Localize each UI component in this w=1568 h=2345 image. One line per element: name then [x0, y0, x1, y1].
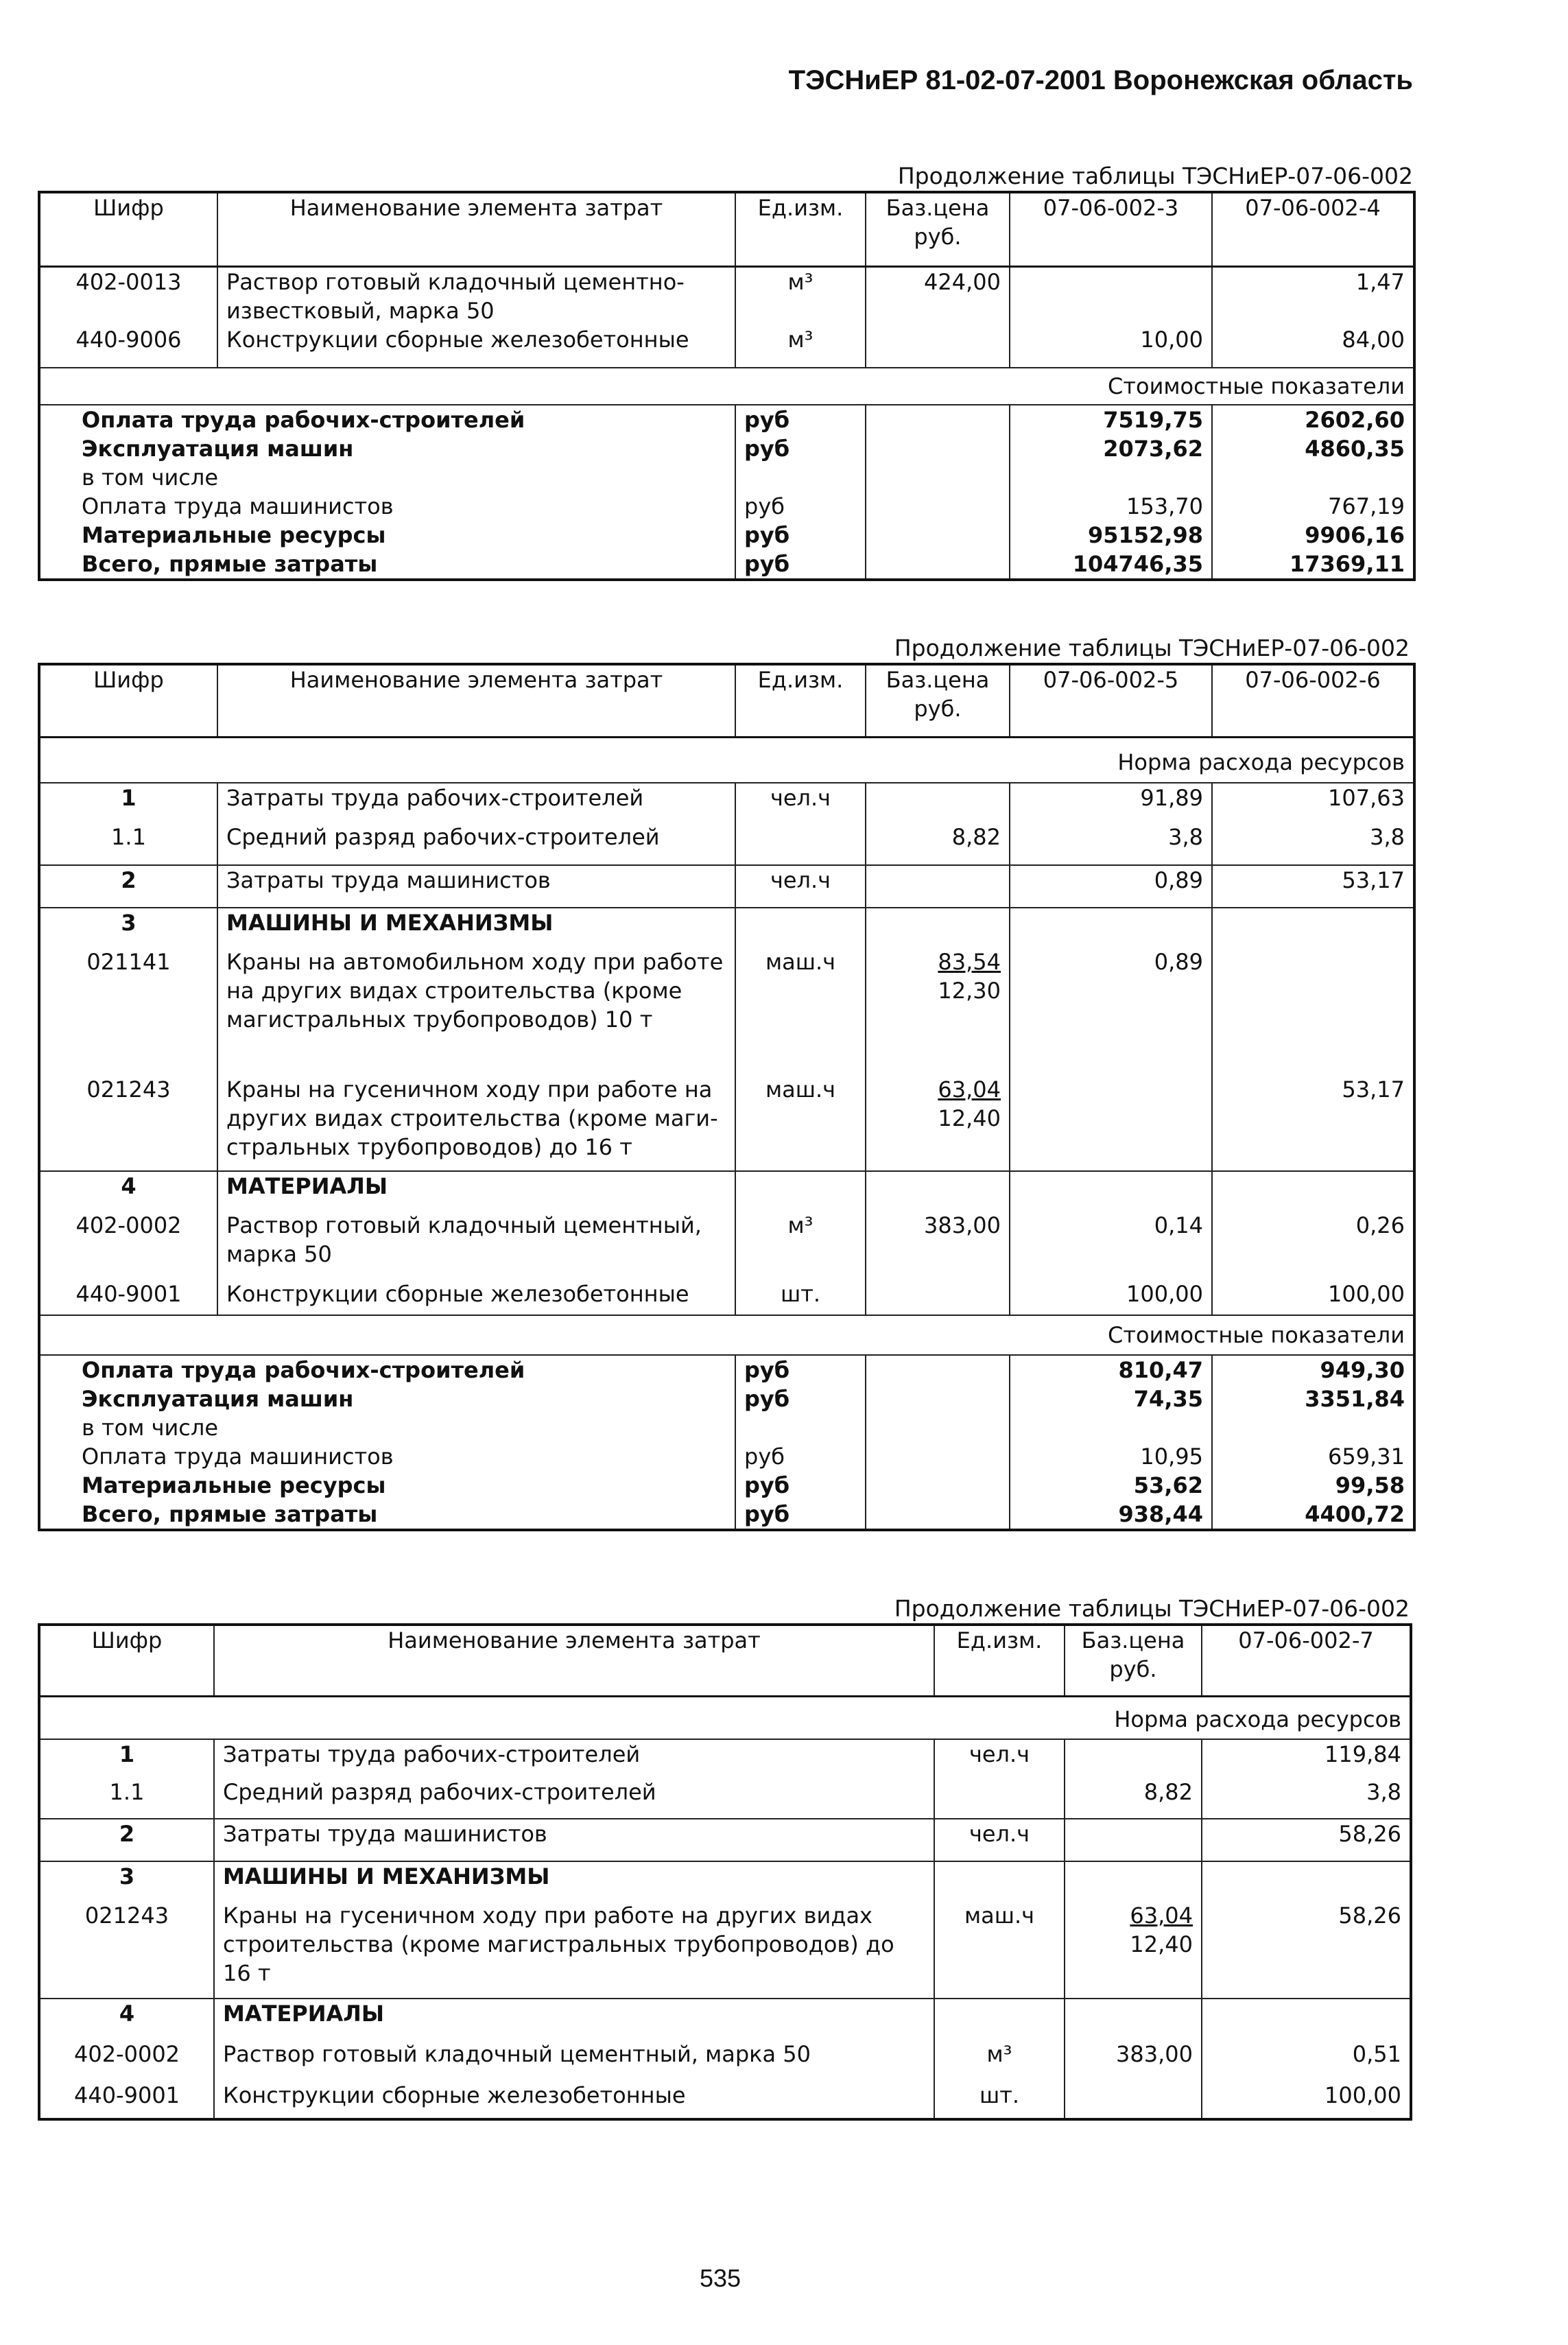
cost-unit: руб	[735, 434, 866, 463]
cost-name: Эксплуатация машин	[82, 1385, 354, 1412]
row-value-b	[1212, 947, 1414, 1075]
cost-unit: руб	[735, 1442, 866, 1471]
section-row	[39, 1171, 1414, 1211]
row-price	[866, 865, 1010, 908]
col-unit: Ед.изм.	[735, 664, 866, 737]
row-value-a: 58,26	[1202, 1901, 1411, 1999]
row-unit: м³	[735, 325, 866, 368]
cost-name: Оплата труда рабочих-строителей	[82, 1356, 525, 1383]
row-price: 383,00	[1065, 2040, 1202, 2081]
row-value-a: 119,84	[1202, 1739, 1411, 1778]
row-unit: чел.ч	[934, 1739, 1065, 1778]
table-row	[39, 947, 1414, 1075]
cost-row	[39, 1413, 1414, 1442]
cost-name: Всего, прямые затраты	[82, 550, 378, 577]
row-value-b: 100,00	[1212, 1280, 1414, 1315]
cost-unit: руб	[735, 1355, 866, 1384]
cost-value-b: 99,58	[1212, 1471, 1414, 1500]
row-code: 440-9006	[75, 326, 182, 353]
row-code: 1.1	[111, 823, 146, 850]
row-value-a: 58,26	[1202, 1819, 1411, 1861]
row-name: Средний разряд рабочих-строителей	[214, 1778, 934, 1819]
cost-row	[39, 492, 1414, 521]
row-unit: шт.	[735, 1280, 866, 1315]
section-name: МАШИНЫ И МЕХАНИЗМЫ	[214, 1861, 934, 1901]
row-value-a: 0,14	[1010, 1211, 1212, 1280]
row-code: 4	[39, 1999, 214, 2040]
cost-value-b: 17369,11	[1212, 550, 1414, 580]
col-norm-b: 07-06-002-4	[1212, 192, 1414, 266]
page-number: 535	[699, 2264, 741, 2292]
cost-value-a: 7519,75	[1010, 405, 1212, 434]
row-name: Раствор готовый кладочный цементный, марка 50	[217, 1211, 735, 1280]
cost-value-a: 153,70	[1010, 492, 1212, 521]
cost-value-b: 4860,35	[1212, 434, 1414, 463]
row-value-a: 0,89	[1010, 865, 1212, 908]
section-title-row	[39, 368, 1414, 405]
cost-value-b: 767,19	[1212, 492, 1414, 521]
cost-unit: руб	[735, 550, 866, 580]
row-name: Конструкции сборные железобетонные	[214, 2081, 934, 2119]
price-main: 83,54	[938, 948, 1001, 975]
cost-row	[39, 521, 1414, 550]
cost-row	[39, 1500, 1414, 1530]
cost-value-a: 95152,98	[1010, 521, 1212, 550]
estimate-table-3	[38, 1623, 1412, 2121]
row-code: 2	[39, 865, 217, 908]
cost-value-a: 104746,35	[1010, 550, 1212, 580]
col-name: Наименование элемента затрат	[214, 1625, 934, 1696]
col-price: Баз.цена руб.	[866, 664, 1010, 737]
price-wage: 12,40	[938, 1105, 1001, 1131]
document-header: ТЭСНиЕР 81-02-07-2001 Воронежская область	[788, 65, 1413, 95]
cost-row	[39, 1355, 1414, 1384]
row-code: 440-9001	[73, 2082, 180, 2108]
table-row	[39, 783, 1414, 823]
table-row	[39, 1901, 1411, 1999]
cost-unit: руб	[735, 1500, 866, 1530]
row-value-a: 0,89	[1010, 947, 1212, 1075]
row-code: 402-0002	[75, 1212, 182, 1238]
row-code: 440-9001	[75, 1280, 182, 1307]
row-value-b: 1,47	[1212, 266, 1414, 325]
table-row	[39, 865, 1414, 908]
cost-name: Эксплуатация машин	[82, 435, 354, 462]
cost-value-a: 53,62	[1010, 1471, 1212, 1500]
section-title-row	[39, 1315, 1414, 1355]
row-unit: чел.ч	[735, 783, 866, 823]
row-code: 021141	[86, 948, 171, 975]
row-price: 8,82	[866, 823, 1010, 865]
row-unit: м³	[934, 2040, 1065, 2081]
row-price	[866, 1075, 1010, 1171]
table-caption: Продолжение таблицы ТЭСНиЕР-07-06-002	[897, 163, 1413, 189]
row-value-a: 100,00	[1202, 2081, 1411, 2119]
price-wage: 12,40	[1130, 1931, 1193, 1957]
row-price	[866, 947, 1010, 1075]
row-code: 402-0013	[75, 268, 182, 295]
row-value-a: 3,8	[1010, 823, 1212, 865]
table-row	[39, 1280, 1414, 1315]
price-wage: 12,30	[938, 977, 1001, 1004]
cost-row	[39, 550, 1414, 580]
row-value-b: 53,17	[1212, 1075, 1414, 1171]
row-unit	[735, 823, 866, 865]
cost-row	[39, 1442, 1414, 1471]
cost-unit: руб	[735, 405, 866, 434]
row-code: 1.1	[109, 1778, 145, 1805]
section-row	[39, 1999, 1411, 2040]
cost-name: Материальные ресурсы	[82, 521, 386, 548]
cost-name: Всего, прямые затраты	[82, 1500, 378, 1527]
table-row	[39, 823, 1414, 865]
row-value-a: 10,00	[1010, 325, 1212, 368]
row-code: 1	[121, 784, 136, 811]
cost-value-b: 659,31	[1212, 1442, 1414, 1471]
row-code: 021243	[84, 1902, 169, 1929]
cost-unit: руб	[735, 492, 866, 521]
row-name: Средний разряд рабочих-строителей	[217, 823, 735, 865]
row-name: Затраты труда машинистов	[217, 865, 735, 908]
price-main: 63,04	[1130, 1902, 1193, 1929]
norm-title: Норма расхода ресурсов	[39, 1696, 1411, 1739]
row-price	[866, 1280, 1010, 1315]
row-code: 2	[39, 1819, 214, 1861]
row-price: 424,00	[866, 266, 1010, 325]
cost-value-a: 10,95	[1010, 1442, 1212, 1471]
cost-row	[39, 434, 1414, 463]
row-name: Раствор готовый кладочный цементно-известковый, марка 50	[217, 266, 735, 325]
cost-name: Оплата труда рабочих-строителей	[82, 406, 525, 433]
cost-unit: руб	[735, 521, 866, 550]
col-norm-a: 07-06-002-5	[1010, 664, 1212, 737]
row-name: Затраты труда рабочих-строителей	[214, 1739, 934, 1778]
cost-title: Стоимостные показатели	[39, 1315, 1414, 1355]
col-unit: Ед.изм.	[735, 192, 866, 266]
row-price: 383,00	[866, 1211, 1010, 1280]
estimate-table-1	[38, 191, 1416, 581]
cost-row	[39, 1471, 1414, 1500]
table-caption: Продолжение таблицы ТЭСНиЕР-07-06-002	[894, 1595, 1410, 1622]
row-value-a: 3,8	[1202, 1778, 1411, 1819]
table-caption: Продолжение таблицы ТЭСНиЕР-07-06-002	[894, 635, 1410, 661]
table-row	[39, 2040, 1411, 2081]
cost-value-a: 2073,62	[1010, 434, 1212, 463]
row-name: Затраты труда рабочих-строителей	[217, 783, 735, 823]
row-price	[866, 783, 1010, 823]
row-unit: чел.ч	[735, 865, 866, 908]
col-norm-a: 07-06-002-3	[1010, 192, 1212, 266]
cost-row	[39, 1384, 1414, 1413]
row-value-b: 84,00	[1212, 325, 1414, 368]
section-title-row	[39, 737, 1414, 783]
col-code: Шифр	[39, 664, 217, 737]
cost-name: в том числе	[82, 1414, 218, 1441]
row-price	[1065, 1901, 1202, 1999]
row-value-a	[1010, 266, 1212, 325]
cost-value-a: 810,47	[1010, 1355, 1212, 1384]
section-name: МАТЕРИАЛЫ	[217, 1171, 735, 1211]
col-norm-b: 07-06-002-6	[1212, 664, 1414, 737]
cost-row	[39, 463, 1414, 492]
row-unit: маш.ч	[735, 1075, 866, 1171]
row-unit: маш.ч	[934, 1901, 1065, 1999]
row-value-a: 0,51	[1202, 2040, 1411, 2081]
row-name: Конструкции сборные железобетонные	[217, 325, 735, 368]
section-row	[39, 908, 1414, 947]
col-code: Шифр	[39, 1625, 214, 1696]
row-unit: м³	[735, 1211, 866, 1280]
table-row	[39, 1211, 1414, 1280]
cost-value-a: 74,35	[1010, 1384, 1212, 1413]
cost-unit: руб	[735, 1471, 866, 1500]
cost-value-b: 9906,16	[1212, 521, 1414, 550]
row-code: 3	[39, 1861, 214, 1901]
row-value-b: 53,17	[1212, 865, 1414, 908]
row-value-b: 3,8	[1212, 823, 1414, 865]
section-row	[39, 1861, 1411, 1901]
row-code: 402-0002	[73, 2040, 180, 2067]
section-name: МАШИНЫ И МЕХАНИЗМЫ	[217, 908, 735, 947]
col-code: Шифр	[39, 192, 217, 266]
row-price	[866, 325, 1010, 368]
row-code: 4	[39, 1171, 217, 1211]
row-value-b: 107,63	[1212, 783, 1414, 823]
row-name: Затраты труда машинистов	[214, 1819, 934, 1861]
row-name: Раствор готовый кладочный цементный, марка 50	[214, 2040, 934, 2081]
section-name: МАТЕРИАЛЫ	[214, 1999, 934, 2040]
row-price: 8,82	[1065, 1778, 1202, 1819]
table-row	[39, 1819, 1411, 1861]
row-name: Краны на автомобильном ходу при работе на других видах строительства (кроме магистральных трубопроводов) 10 т	[217, 947, 735, 1075]
cost-value-b: 2602,60	[1212, 405, 1414, 434]
table-row	[39, 2081, 1411, 2119]
row-unit: маш.ч	[735, 947, 866, 1075]
row-price	[1065, 2081, 1202, 2119]
row-unit: шт.	[934, 2081, 1065, 2119]
price-main: 63,04	[938, 1076, 1001, 1103]
cost-value-b: 4400,72	[1212, 1500, 1414, 1530]
row-value-a: 91,89	[1010, 783, 1212, 823]
table-row	[39, 266, 1414, 325]
col-name: Наименование элемента затрат	[217, 192, 735, 266]
cost-name: Оплата труда машинистов	[82, 493, 394, 519]
estimate-table-2	[38, 663, 1416, 1531]
row-name: Краны на гусеничном ходу при работе на других видах строительства (кроме маги-стральных трубопроводов) до 16 т	[217, 1075, 735, 1171]
norm-title: Норма расхода ресурсов	[39, 737, 1414, 783]
cost-value-a: 938,44	[1010, 1500, 1212, 1530]
cost-name: Материальные ресурсы	[82, 1472, 386, 1498]
col-price: Баз.цена руб.	[866, 192, 1010, 266]
row-unit: чел.ч	[934, 1819, 1065, 1861]
cost-title: Стоимостные показатели	[39, 368, 1414, 405]
row-code: 1	[119, 1741, 135, 1767]
table-row	[39, 1739, 1411, 1778]
row-unit: м³	[735, 266, 866, 325]
row-value-a: 100,00	[1010, 1280, 1212, 1315]
cost-value-b: 3351,84	[1212, 1384, 1414, 1413]
cost-name: в том числе	[82, 464, 218, 491]
row-price	[1065, 1819, 1202, 1861]
section-title-row	[39, 1696, 1411, 1739]
table-row	[39, 1778, 1411, 1819]
row-unit	[934, 1778, 1065, 1819]
col-name: Наименование элемента затрат	[217, 664, 735, 737]
cost-unit: руб	[735, 1384, 866, 1413]
row-value-a	[1010, 1075, 1212, 1171]
col-unit: Ед.изм.	[934, 1625, 1065, 1696]
col-norm-a: 07-06-002-7	[1202, 1625, 1411, 1696]
cost-value-b: 949,30	[1212, 1355, 1414, 1384]
table-row	[39, 325, 1414, 368]
cost-row	[39, 405, 1414, 434]
table-row	[39, 1075, 1414, 1171]
cost-name: Оплата труда машинистов	[82, 1443, 394, 1470]
row-value-b: 0,26	[1212, 1211, 1414, 1280]
col-price: Баз.цена руб.	[1065, 1625, 1202, 1696]
row-price	[1065, 1739, 1202, 1778]
row-name: Краны на гусеничном ходу при работе на других видах строительства (кроме магистральных трубопроводов) до 16 т	[214, 1901, 934, 1999]
row-code: 3	[39, 908, 217, 947]
row-code: 021243	[86, 1076, 171, 1103]
row-name: Конструкции сборные железобетонные	[217, 1280, 735, 1315]
